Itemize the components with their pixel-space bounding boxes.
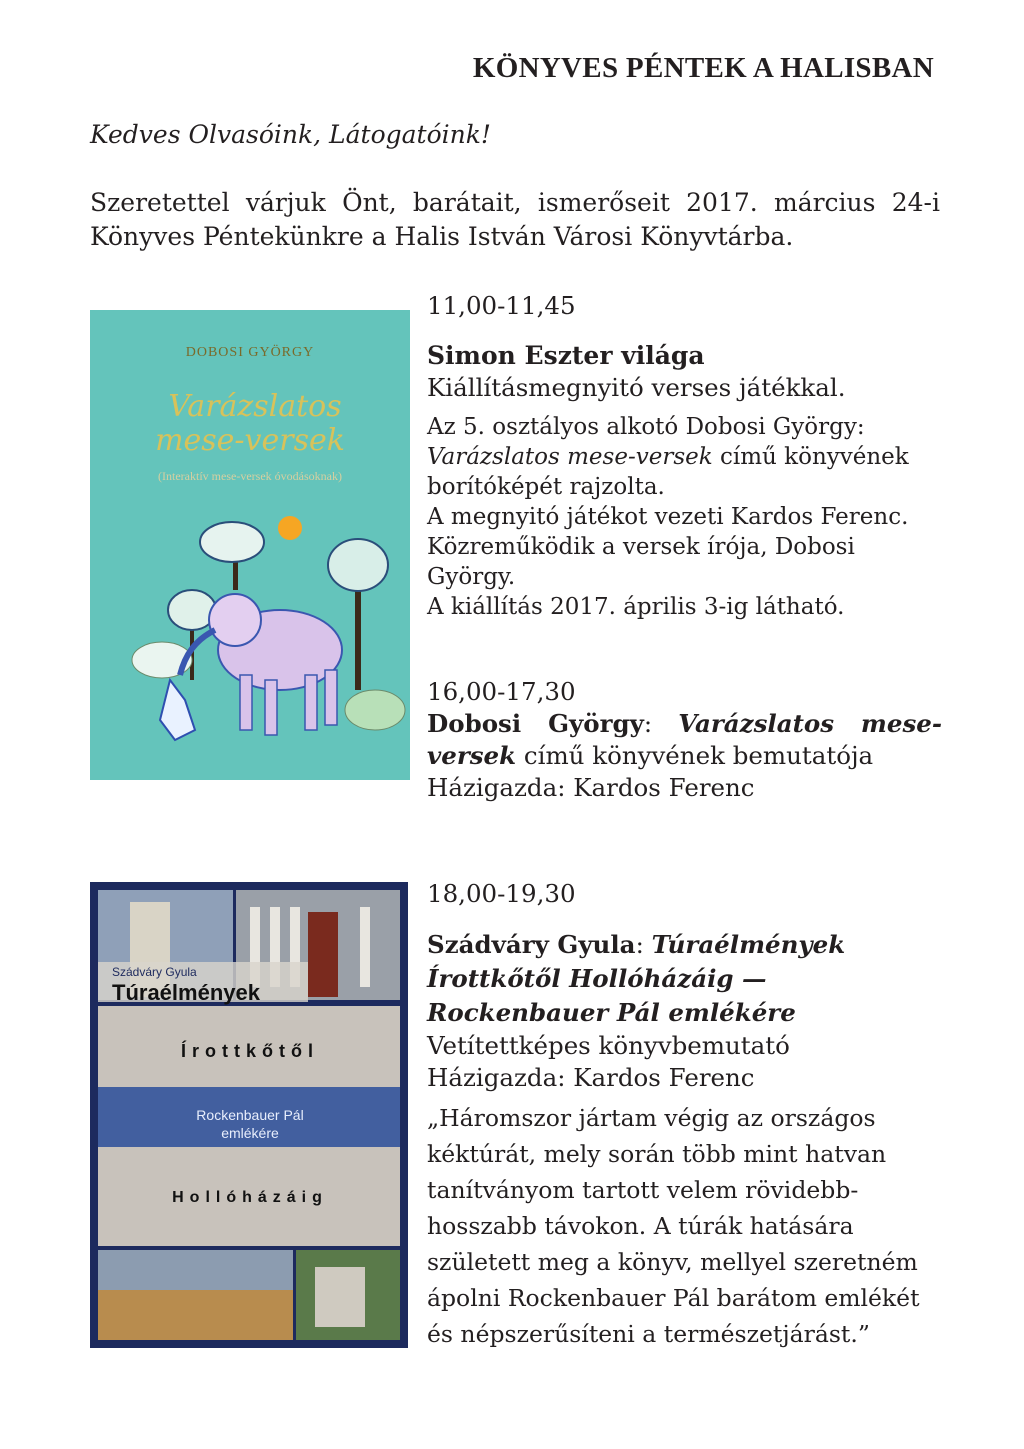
page-title: KÖNYVES PÉNTEK A HALISBAN: [472, 52, 934, 84]
event1-book: Varázslatos mese-versek: [427, 444, 713, 470]
elephant-leg: [305, 675, 317, 730]
event3-time: 18,00-19,30: [427, 879, 576, 908]
sun-shape: [278, 516, 302, 540]
event1-time: 11,00-11,45: [427, 291, 576, 320]
tree-crown: [200, 522, 264, 562]
cover2-title: Túraélmények: [112, 980, 260, 1005]
event1-line3: borítóképét rajzolta.: [427, 474, 665, 500]
cover2-dedication-1: Rockenbauer Pál: [196, 1107, 304, 1123]
event3-book: Túraélmények Írottkőtől Hollóházáig — Rockenbauer Pál emlékére: [427, 930, 846, 1027]
book-cover-turaelmenyek: [90, 882, 408, 1348]
event1-subtitle: Kiállításmegnyitó verses játékkal.: [427, 373, 846, 402]
event3-desc: Vetítettképes könyvbemutató: [427, 1031, 790, 1060]
cover2-author: Szádváry Gyula: [112, 965, 197, 979]
book-cover-varazslatos: [90, 310, 410, 780]
cover2-dedication-2: emlékére: [221, 1125, 279, 1141]
elephant-head: [209, 594, 261, 646]
greeting: Kedves Olvasóink, Látogatóink!: [90, 120, 491, 149]
event2-book: Varázslatos mese-versek: [427, 709, 942, 770]
event1-title: Simon Eszter világa: [427, 341, 705, 370]
event1-line1: Az 5. osztályos alkotó Dobosi György:: [427, 414, 865, 440]
cover2-to: Hollóházáig: [172, 1189, 328, 1206]
event2-rest: című könyvének bemutatója: [516, 741, 874, 770]
event1-line4: A megnyitó játékot vezeti Kardos Ferenc.: [427, 504, 909, 530]
event2-host: Házigazda: Kardos Ferenc: [427, 773, 755, 802]
event3-author: Szádváry Gyula: [427, 930, 636, 959]
event1-line2: című könyvének: [712, 444, 909, 470]
elephant-leg: [240, 675, 252, 730]
event3-sep: :: [635, 930, 652, 959]
cover1-title-2: mese-versek: [155, 423, 345, 458]
cover1-title-1: Varázslatos: [168, 389, 342, 424]
event1-line5: Közreműködik a versek írója, Dobosi György.: [427, 534, 855, 590]
bush: [345, 690, 405, 730]
cover1-subtitle: (Interaktív mese-versek óvodásoknak): [158, 469, 342, 483]
person-figure: [308, 912, 338, 997]
intro-text: Szeretettel várjuk Önt, barátait, ismerőseit 2017. március 24-i Könyves Péntekünkre a Halis István Városi Könyvtárba.: [90, 188, 940, 251]
cover1-author: DOBOSI GYÖRGY: [185, 345, 315, 360]
grass-strip: [90, 745, 410, 780]
event3-host: Házigazda: Kardos Ferenc: [427, 1063, 755, 1092]
event2-sep: :: [643, 709, 679, 738]
elephant-leg: [325, 670, 337, 725]
event3-quote: „Háromszor jártam végig az országos kéktúrát, mely során több mint hatvan tanítványom tartott velem rövidebb-hosszabb távokon. A túrák hatására született meg a könyv, mellyel szeretném ápolni Rockenbauer Pál barátom emlékét és népszerűsíteni a természetjárást.”: [427, 1104, 920, 1348]
event2-author: Dobosi György: [427, 709, 644, 738]
elephant-leg: [265, 680, 277, 735]
event2-time: 16,00-17,30: [427, 677, 576, 706]
tree-crown: [328, 539, 388, 591]
tree-trunk: [355, 580, 361, 690]
cover2-from: Írottkőtől: [181, 1041, 319, 1061]
event1-line6: A kiállítás 2017. április 3-ig látható.: [427, 594, 845, 620]
